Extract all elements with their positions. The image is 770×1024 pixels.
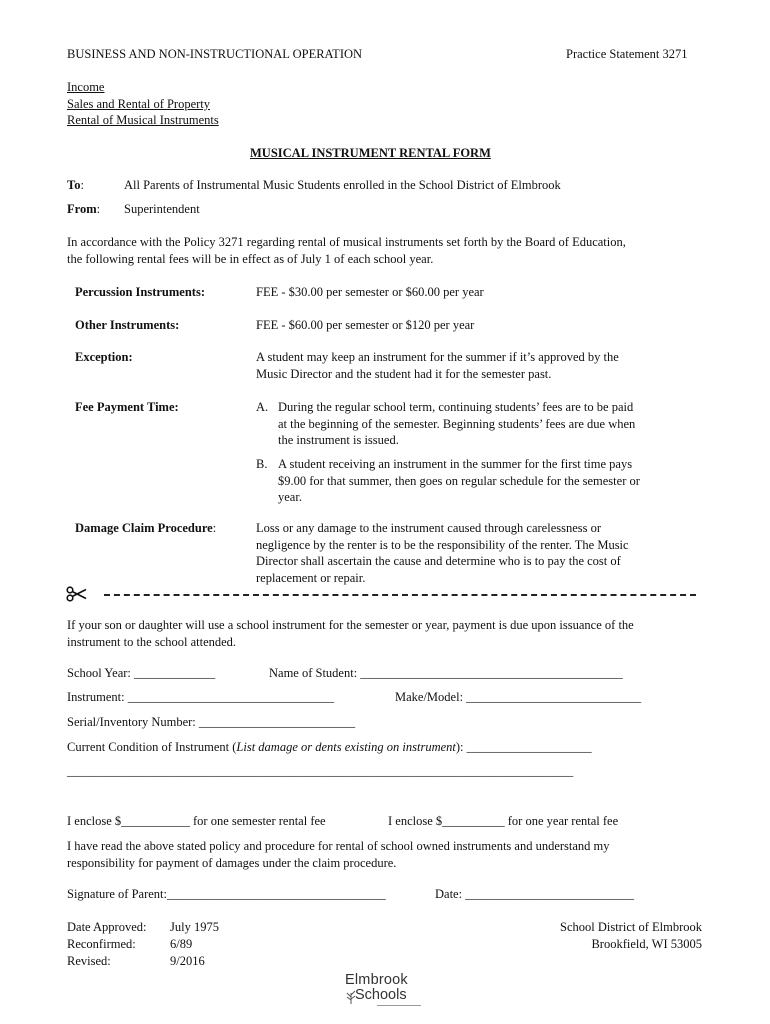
district-name: School District of Elmbrook xyxy=(560,920,702,934)
payment-note xyxy=(67,617,634,651)
payment-b-line: $9.00 for that summer, then goes on regular schedule for the semester or xyxy=(278,473,640,488)
memo-to-text: All Parents of Instrumental Music Students enrolled in the School District of Elmbrook xyxy=(124,178,561,192)
payment-a-line: the instrument is issued. xyxy=(278,433,399,447)
approved-value: July 1975 xyxy=(170,920,219,934)
revised-label: Revised: xyxy=(67,954,111,968)
other-label: Other Instruments: xyxy=(75,318,180,332)
revised-value: 9/2016 xyxy=(170,954,205,968)
cut-line xyxy=(104,594,696,596)
serial-field[interactable]: Serial/Inventory Number: _________________________ xyxy=(67,715,356,729)
district-address xyxy=(560,919,702,953)
memo-from xyxy=(67,202,100,217)
payment-a-text xyxy=(278,399,696,449)
payment-b-marker: B. xyxy=(256,457,268,471)
percussion-label: Percussion Instruments: xyxy=(75,285,205,299)
damage-label-text: Damage Claim Procedure xyxy=(75,521,213,535)
agreement-text xyxy=(67,838,610,872)
damage-line: Director shall ascertain the cause and determine who is to pay the cost of xyxy=(256,554,621,568)
logo-leaf-icon xyxy=(345,987,357,1005)
school-year-field[interactable]: School Year: _____________ xyxy=(67,666,216,680)
breadcrumb-rental-instruments: Rental of Musical Instruments xyxy=(67,113,219,127)
exception-line: Music Director and the student had it for the semester past. xyxy=(256,366,552,381)
logo-line1: Elmbrook xyxy=(345,972,408,988)
condition-suffix: ): ____________________ xyxy=(455,740,592,754)
agreement-line: responsibility for payment of damages under the claim procedure. xyxy=(67,856,397,870)
breadcrumb-income: Income xyxy=(67,80,105,94)
condition-hint: List damage or dents existing on instrument xyxy=(236,740,456,754)
logo-line2: Schools xyxy=(355,987,407,1003)
memo-from-colon: : xyxy=(96,202,101,216)
logo-tagline-rule xyxy=(377,1005,421,1006)
condition-field[interactable] xyxy=(67,740,592,755)
percussion-fee: FEE - $30.00 per semester or $60.00 per year xyxy=(256,285,484,299)
intro-line: In accordance with the Policy 3271 regarding rental of musical instruments set forth by the Board of Education, xyxy=(67,235,626,249)
approved-label: Date Approved: xyxy=(67,920,147,934)
breadcrumb-sales-rental: Sales and Rental of Property xyxy=(67,97,211,111)
damage-label xyxy=(75,521,216,536)
memo-from-text: Superintendent xyxy=(124,202,200,216)
intro-paragraph xyxy=(67,234,626,268)
student-name-field[interactable]: Name of Student: __________________________________________ xyxy=(269,666,623,680)
damage-line: replacement or repair. xyxy=(256,570,366,585)
enclose-semester-field[interactable]: I enclose $___________ for one semester rental fee xyxy=(67,814,326,828)
signature-field[interactable]: Signature of Parent:___________________________________ xyxy=(67,887,386,901)
payment-note-line: instrument to the school attended. xyxy=(67,635,237,649)
payment-a-line: at the beginning of the semester. Beginning students’ fees are due when xyxy=(278,416,636,431)
scissors-icon xyxy=(66,586,88,602)
memo-to-label: To xyxy=(67,178,81,192)
instrument-field[interactable]: Instrument: _________________________________ xyxy=(67,690,335,704)
damage-line: Loss or any damage to the instrument caused through carelessness or xyxy=(256,521,602,535)
payment-b-line: A student receiving an instrument in the summer for the first time pays xyxy=(278,457,633,471)
exception-text xyxy=(256,349,696,382)
intro-line: the following rental fees will be in effect as of July 1 of each school year. xyxy=(67,252,434,266)
payment-b-line: year. xyxy=(278,490,302,504)
reconfirmed-value: 6/89 xyxy=(170,937,193,951)
header-right: Practice Statement 3271 xyxy=(566,47,688,61)
exception-line: A student may keep an instrument for the summer if it’s approved by the xyxy=(256,350,619,364)
payment-label: Fee Payment Time: xyxy=(75,400,179,414)
payment-b-text xyxy=(278,456,696,506)
payment-a-marker: A. xyxy=(256,400,269,414)
payment-item-a xyxy=(256,399,696,449)
enclose-year-field[interactable]: I enclose $__________ for one year rental fee xyxy=(388,814,619,828)
payment-item-b xyxy=(256,456,696,506)
payment-note-line: If your son or daughter will use a school instrument for the semester or year, payment is due upon issuance of the xyxy=(67,618,634,632)
memo-to xyxy=(67,178,84,193)
condition-prefix: Current Condition of Instrument ( xyxy=(67,740,237,754)
revision-labels xyxy=(67,919,147,970)
revision-values xyxy=(170,919,219,970)
condition-line[interactable]: _________________________________________________________________________________ xyxy=(67,764,574,778)
exception-label: Exception: xyxy=(75,350,133,364)
damage-label-colon: : xyxy=(212,521,217,535)
district-city: Brookfield, WI 53005 xyxy=(591,937,702,951)
other-fee: FEE - $60.00 per semester or $120 per year xyxy=(256,318,475,332)
damage-text xyxy=(256,520,696,586)
elmbrook-logo xyxy=(345,973,425,1019)
memo-from-label: From xyxy=(67,202,97,216)
header-left: BUSINESS AND NON-INSTRUCTIONAL OPERATION xyxy=(67,47,363,61)
damage-line: negligence by the renter is to be the responsibility of the renter. The Music xyxy=(256,537,629,552)
page-title: MUSICAL INSTRUMENT RENTAL FORM xyxy=(250,146,491,160)
make-model-field[interactable]: Make/Model: ____________________________ xyxy=(395,690,642,704)
reconfirmed-label: Reconfirmed: xyxy=(67,937,136,951)
agreement-line: I have read the above stated policy and procedure for rental of school owned instruments and understand my xyxy=(67,839,610,853)
memo-to-colon: : xyxy=(80,178,84,192)
date-field[interactable]: Date: ___________________________ xyxy=(435,887,634,901)
payment-a-line: During the regular school term, continuing students’ fees are to be paid xyxy=(278,400,634,414)
